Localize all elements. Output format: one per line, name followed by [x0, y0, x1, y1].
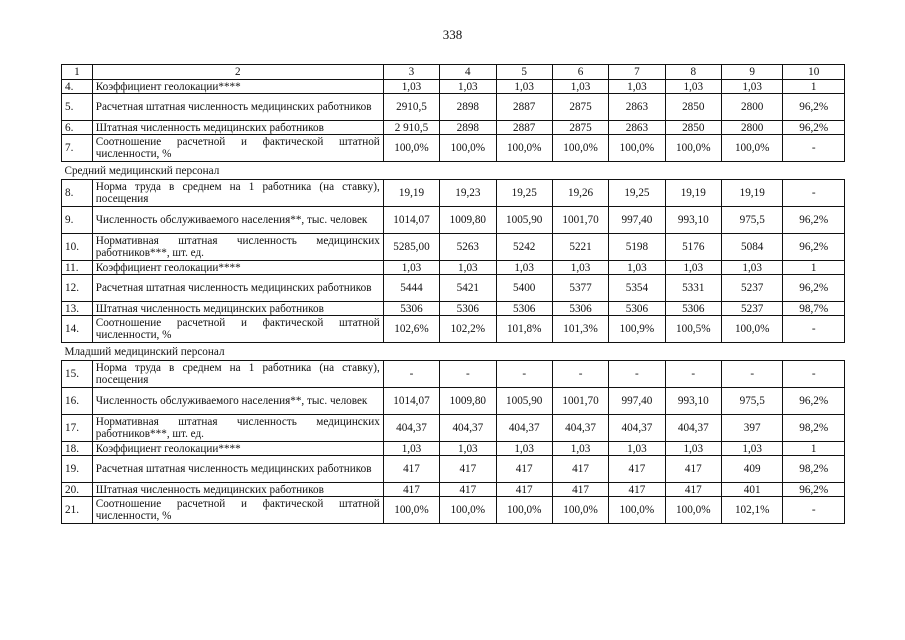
- value-cell: 5306: [496, 302, 552, 316]
- value-cell: 5306: [552, 302, 608, 316]
- table-row: [62, 207, 845, 234]
- row-indicator: Нормативная штатная численность медицинских работников***, шт. ед.: [92, 234, 383, 261]
- value-cell: 2850: [665, 121, 721, 135]
- value-cell: 1,03: [496, 261, 552, 275]
- row-number: 5.: [62, 94, 93, 121]
- value-cell: 1,03: [496, 80, 552, 94]
- value-cell: -: [383, 361, 439, 388]
- value-cell: -: [496, 361, 552, 388]
- value-cell: 96,2%: [783, 94, 845, 121]
- value-cell: 417: [496, 483, 552, 497]
- value-cell: 417: [496, 456, 552, 483]
- row-number: 18.: [62, 442, 93, 456]
- value-cell: 98,2%: [783, 456, 845, 483]
- value-cell: 19,26: [552, 180, 608, 207]
- value-cell: 96,2%: [783, 234, 845, 261]
- value-cell: 5237: [721, 275, 782, 302]
- value-cell: 100,0%: [383, 135, 439, 162]
- row-indicator: Штатная численность медицинских работников: [92, 121, 383, 135]
- value-cell: 404,37: [665, 415, 721, 442]
- value-cell: 1001,70: [552, 207, 608, 234]
- value-cell: 5354: [609, 275, 665, 302]
- page-number: 338: [442, 27, 463, 42]
- value-cell: 975,5: [721, 388, 782, 415]
- value-cell: 100,0%: [552, 135, 608, 162]
- value-cell: 19,25: [496, 180, 552, 207]
- value-cell: 1,03: [721, 80, 782, 94]
- staffing-table: [61, 64, 845, 524]
- value-cell: 409: [721, 456, 782, 483]
- row-indicator: Расчетная штатная численность медицинских работников: [92, 94, 383, 121]
- value-cell: 1014,07: [383, 207, 439, 234]
- row-indicator: Штатная численность медицинских работников: [92, 302, 383, 316]
- value-cell: 100,0%: [552, 497, 608, 524]
- value-cell: 101,8%: [496, 316, 552, 343]
- value-cell: 5221: [552, 234, 608, 261]
- value-cell: 5331: [665, 275, 721, 302]
- value-cell: -: [783, 497, 845, 524]
- value-cell: 2875: [552, 121, 608, 135]
- value-cell: 5421: [440, 275, 496, 302]
- value-cell: 2800: [721, 94, 782, 121]
- row-number: 11.: [62, 261, 93, 275]
- value-cell: 100,0%: [665, 497, 721, 524]
- table-body: [62, 65, 845, 524]
- value-cell: 417: [609, 483, 665, 497]
- header-cell: 4: [440, 65, 496, 80]
- table-row: [62, 121, 845, 135]
- header-cell: 3: [383, 65, 439, 80]
- value-cell: 100,5%: [665, 316, 721, 343]
- section-row: [62, 343, 845, 361]
- value-cell: 5306: [665, 302, 721, 316]
- value-cell: 404,37: [496, 415, 552, 442]
- section-title: Средний медицинский персонал: [62, 162, 845, 180]
- value-cell: 1,03: [440, 80, 496, 94]
- section-title: Младший медицинский персонал: [62, 343, 845, 361]
- value-cell: 1: [783, 261, 845, 275]
- table-row: [62, 180, 845, 207]
- row-number: 4.: [62, 80, 93, 94]
- value-cell: 5198: [609, 234, 665, 261]
- row-number: 16.: [62, 388, 93, 415]
- value-cell: 417: [440, 483, 496, 497]
- value-cell: 100,0%: [440, 135, 496, 162]
- value-cell: 2800: [721, 121, 782, 135]
- section-row: [62, 162, 845, 180]
- table-row: [62, 302, 845, 316]
- value-cell: 100,0%: [609, 497, 665, 524]
- value-cell: 417: [552, 483, 608, 497]
- table-row: [62, 275, 845, 302]
- row-number: 13.: [62, 302, 93, 316]
- value-cell: 997,40: [609, 388, 665, 415]
- table-row: [62, 415, 845, 442]
- value-cell: 102,6%: [383, 316, 439, 343]
- row-number: 9.: [62, 207, 93, 234]
- value-cell: 2 910,5: [383, 121, 439, 135]
- value-cell: -: [783, 316, 845, 343]
- row-number: 20.: [62, 483, 93, 497]
- row-indicator: Коэффициент геолокации****: [92, 80, 383, 94]
- value-cell: 417: [552, 456, 608, 483]
- value-cell: 1,03: [665, 442, 721, 456]
- value-cell: 96,2%: [783, 275, 845, 302]
- value-cell: 5237: [721, 302, 782, 316]
- header-cell: 2: [92, 65, 383, 80]
- value-cell: 100,0%: [721, 135, 782, 162]
- value-cell: 1,03: [383, 261, 439, 275]
- value-cell: 19,19: [383, 180, 439, 207]
- value-cell: 404,37: [552, 415, 608, 442]
- value-cell: 1,03: [383, 80, 439, 94]
- row-number: 12.: [62, 275, 93, 302]
- row-number: 17.: [62, 415, 93, 442]
- table-row: [62, 135, 845, 162]
- row-indicator: Численность обслуживаемого населения**, тыс. человек: [92, 388, 383, 415]
- value-cell: 417: [665, 483, 721, 497]
- value-cell: 19,19: [665, 180, 721, 207]
- value-cell: 5377: [552, 275, 608, 302]
- value-cell: 1,03: [609, 442, 665, 456]
- value-cell: 1: [783, 80, 845, 94]
- value-cell: 2850: [665, 94, 721, 121]
- value-cell: 2863: [609, 94, 665, 121]
- value-cell: 5263: [440, 234, 496, 261]
- value-cell: 2887: [496, 121, 552, 135]
- row-indicator: Соотношение расчетной и фактической штатной численности, %: [92, 497, 383, 524]
- header-row: [62, 65, 845, 80]
- value-cell: 2898: [440, 94, 496, 121]
- value-cell: 1,03: [383, 442, 439, 456]
- value-cell: 101,3%: [552, 316, 608, 343]
- row-indicator: Нормативная штатная численность медицинских работников***, шт. ед.: [92, 415, 383, 442]
- row-indicator: Коэффициент геолокации****: [92, 261, 383, 275]
- row-number: 19.: [62, 456, 93, 483]
- value-cell: 5444: [383, 275, 439, 302]
- row-number: 10.: [62, 234, 93, 261]
- row-indicator: Норма труда в среднем на 1 работника (на ставку), посещения: [92, 361, 383, 388]
- table-row: [62, 483, 845, 497]
- value-cell: 417: [383, 456, 439, 483]
- value-cell: -: [665, 361, 721, 388]
- row-number: 14.: [62, 316, 93, 343]
- header-cell: 10: [783, 65, 845, 80]
- value-cell: 2898: [440, 121, 496, 135]
- value-cell: 1,03: [665, 261, 721, 275]
- value-cell: 2863: [609, 121, 665, 135]
- value-cell: 1,03: [665, 80, 721, 94]
- table-row: [62, 94, 845, 121]
- value-cell: 100,0%: [496, 135, 552, 162]
- value-cell: 993,10: [665, 207, 721, 234]
- header-cell: 9: [721, 65, 782, 80]
- value-cell: 100,0%: [609, 135, 665, 162]
- value-cell: 96,2%: [783, 121, 845, 135]
- row-number: 7.: [62, 135, 93, 162]
- value-cell: 1: [783, 442, 845, 456]
- value-cell: 2910,5: [383, 94, 439, 121]
- value-cell: 1014,07: [383, 388, 439, 415]
- value-cell: 417: [609, 456, 665, 483]
- table-row: [62, 261, 845, 275]
- row-indicator: Соотношение расчетной и фактической штатной численности, %: [92, 316, 383, 343]
- value-cell: 417: [383, 483, 439, 497]
- value-cell: 997,40: [609, 207, 665, 234]
- value-cell: 96,2%: [783, 388, 845, 415]
- value-cell: 5306: [609, 302, 665, 316]
- value-cell: -: [783, 135, 845, 162]
- row-indicator: Расчетная штатная численность медицинских работников: [92, 275, 383, 302]
- value-cell: 993,10: [665, 388, 721, 415]
- value-cell: 404,37: [383, 415, 439, 442]
- value-cell: -: [783, 361, 845, 388]
- value-cell: 5306: [383, 302, 439, 316]
- row-number: 8.: [62, 180, 93, 207]
- value-cell: 417: [440, 456, 496, 483]
- table-row: [62, 456, 845, 483]
- header-cell: 8: [665, 65, 721, 80]
- value-cell: -: [440, 361, 496, 388]
- value-cell: 1,03: [552, 261, 608, 275]
- value-cell: 98,7%: [783, 302, 845, 316]
- table-row: [62, 316, 845, 343]
- value-cell: 19,23: [440, 180, 496, 207]
- value-cell: 975,5: [721, 207, 782, 234]
- value-cell: 417: [665, 456, 721, 483]
- value-cell: 5176: [665, 234, 721, 261]
- value-cell: -: [609, 361, 665, 388]
- table-row: [62, 234, 845, 261]
- value-cell: 5400: [496, 275, 552, 302]
- value-cell: 401: [721, 483, 782, 497]
- row-indicator: Коэффициент геолокации****: [92, 442, 383, 456]
- value-cell: 1005,90: [496, 388, 552, 415]
- table-row: [62, 361, 845, 388]
- value-cell: 100,9%: [609, 316, 665, 343]
- table-row: [62, 497, 845, 524]
- value-cell: 98,2%: [783, 415, 845, 442]
- value-cell: 2887: [496, 94, 552, 121]
- table-row: [62, 388, 845, 415]
- value-cell: 102,1%: [721, 497, 782, 524]
- value-cell: 5285,00: [383, 234, 439, 261]
- value-cell: -: [721, 361, 782, 388]
- row-number: 6.: [62, 121, 93, 135]
- value-cell: 1009,80: [440, 207, 496, 234]
- header-cell: 7: [609, 65, 665, 80]
- value-cell: 1,03: [721, 442, 782, 456]
- value-cell: 404,37: [609, 415, 665, 442]
- row-indicator: Норма труда в среднем на 1 работника (на ставку), посещения: [92, 180, 383, 207]
- header-cell: 6: [552, 65, 608, 80]
- value-cell: 100,0%: [496, 497, 552, 524]
- value-cell: -: [783, 180, 845, 207]
- value-cell: 100,0%: [665, 135, 721, 162]
- header-cell: 5: [496, 65, 552, 80]
- value-cell: 397: [721, 415, 782, 442]
- row-indicator: Штатная численность медицинских работников: [92, 483, 383, 497]
- value-cell: 1,03: [496, 442, 552, 456]
- row-number: 15.: [62, 361, 93, 388]
- value-cell: 1,03: [552, 80, 608, 94]
- value-cell: 1,03: [440, 442, 496, 456]
- value-cell: 1,03: [552, 442, 608, 456]
- value-cell: 96,2%: [783, 483, 845, 497]
- value-cell: 404,37: [440, 415, 496, 442]
- value-cell: 5242: [496, 234, 552, 261]
- value-cell: 100,0%: [383, 497, 439, 524]
- value-cell: 1005,90: [496, 207, 552, 234]
- value-cell: 102,2%: [440, 316, 496, 343]
- row-indicator: Численность обслуживаемого населения**, тыс. человек: [92, 207, 383, 234]
- row-indicator: Расчетная штатная численность медицинских работников: [92, 456, 383, 483]
- value-cell: 1009,80: [440, 388, 496, 415]
- value-cell: 5084: [721, 234, 782, 261]
- value-cell: 5306: [440, 302, 496, 316]
- value-cell: 1001,70: [552, 388, 608, 415]
- value-cell: 1,03: [609, 261, 665, 275]
- value-cell: -: [552, 361, 608, 388]
- row-number: 21.: [62, 497, 93, 524]
- value-cell: 1,03: [721, 261, 782, 275]
- value-cell: 100,0%: [440, 497, 496, 524]
- value-cell: 100,0%: [721, 316, 782, 343]
- value-cell: 19,25: [609, 180, 665, 207]
- value-cell: 1,03: [609, 80, 665, 94]
- table-row: [62, 442, 845, 456]
- value-cell: 96,2%: [783, 207, 845, 234]
- value-cell: 2875: [552, 94, 608, 121]
- value-cell: 19,19: [721, 180, 782, 207]
- value-cell: 1,03: [440, 261, 496, 275]
- table-row: [62, 80, 845, 94]
- header-cell: 1: [62, 65, 93, 80]
- row-indicator: Соотношение расчетной и фактической штатной численности, %: [92, 135, 383, 162]
